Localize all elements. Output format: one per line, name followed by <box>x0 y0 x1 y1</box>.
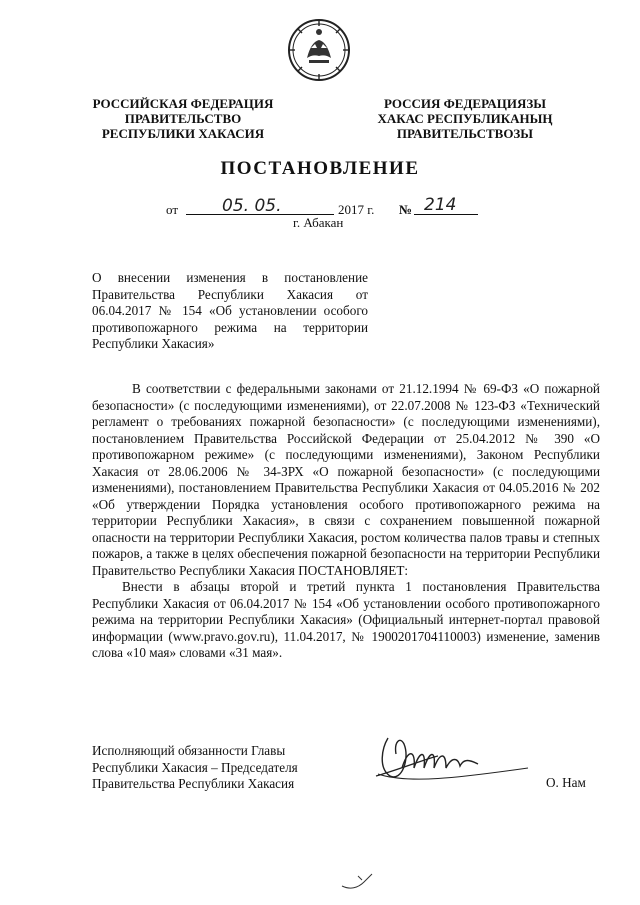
city-label: г. Абакан <box>293 215 344 230</box>
number-label: № <box>399 202 413 217</box>
header-right-authority <box>360 96 570 141</box>
header-left-line: РОССИЙСКАЯ ФЕДЕРАЦИЯ <box>92 96 274 111</box>
signatory-name: О. Нам <box>546 775 586 790</box>
header-left-line: РЕСПУБЛИКИ ХАКАСИЯ <box>101 126 265 141</box>
signatory-position-line: Республики Хакасия – Председателя <box>92 759 298 775</box>
number-handwritten: 214 <box>424 195 457 215</box>
header-right-line: ХАКАС РЕСПУБЛИКАНЫҢ <box>377 111 553 126</box>
main-body <box>92 381 600 662</box>
body-paragraph-preamble: В соответствии с федеральными законами от 21.12.1994 № 69-ФЗ «О пожарной безопасности» (с последующими изменениями), от 22.07.2008 № 123-ФЗ «Технический регламент о требованиях пожарной безопасности» (с последующими изменениями), постановлением Правительства Российской Федерации от 25.04.2012 № 390 «О противопожарном режиме» (с последующими изменениями), Законом Республики Хакасия от 28.06.2006 № 34-ЗРХ «О пожарной безопасности» (с последующими изменениями), постановлением Правительства Республики Хакасия от 04.05.2016 № 202 «Об утверждении Порядка установления особого противопожарного режима на территории Республики Хакасия», в связи с сохранением повышенной пожарной опасности на территории Республики Хакасия, ростом количества палов травы и степных пожаров, а также в целях обеспечения пожарной безопасности на территории Республики Правительство Республики Хакасия ПОСТАНОВЛЯЕТ: <box>92 381 600 578</box>
document-type-title: ПОСТАНОВЛЕНИЕ <box>220 158 420 179</box>
header-right-line: РОССИЯ ФЕДЕРАЦИЯЗЫ <box>383 96 547 111</box>
date-year: 2017 г. <box>338 202 375 217</box>
body-paragraph-decision: Внести в абзацы второй и третий пункта 1 постановления Правительства Республики Хакасия от 06.04.2017 № 154 «Об установлении особого противопожарного режима на территории Республики Хакасия» (Официальный интернет-портал правовой информации (www.pravo.gov.ru), 11.04.2017, № 1900201704110003) изменение, заменив слова «10 мая» словами «31 мая». <box>92 579 600 660</box>
signatory-position-line: Правительства Республики Хакасия <box>92 776 295 791</box>
subject-title: О внесении изменения в постановление Правительства Республики Хакасия от 06.04.2017 № 154 «Об установлении особого противопожарного режима на территории Республики Хакасия» <box>92 270 368 351</box>
header-right-line: ПРАВИТЕЛЬСТВОЗЫ <box>396 126 534 141</box>
date-from-label: от <box>166 202 179 217</box>
pen-mark <box>338 870 378 894</box>
signatory-position-line: Исполняющий обязанности Главы <box>92 743 286 758</box>
signatory-position <box>92 743 352 793</box>
date-handwritten: 05. 05. <box>222 196 282 216</box>
coat-of-arms-emblem <box>287 18 351 82</box>
header-left-line: ПРАВИТЕЛЬСТВО <box>124 111 242 126</box>
header-left-authority <box>88 96 278 141</box>
handwritten-signature <box>368 728 538 798</box>
